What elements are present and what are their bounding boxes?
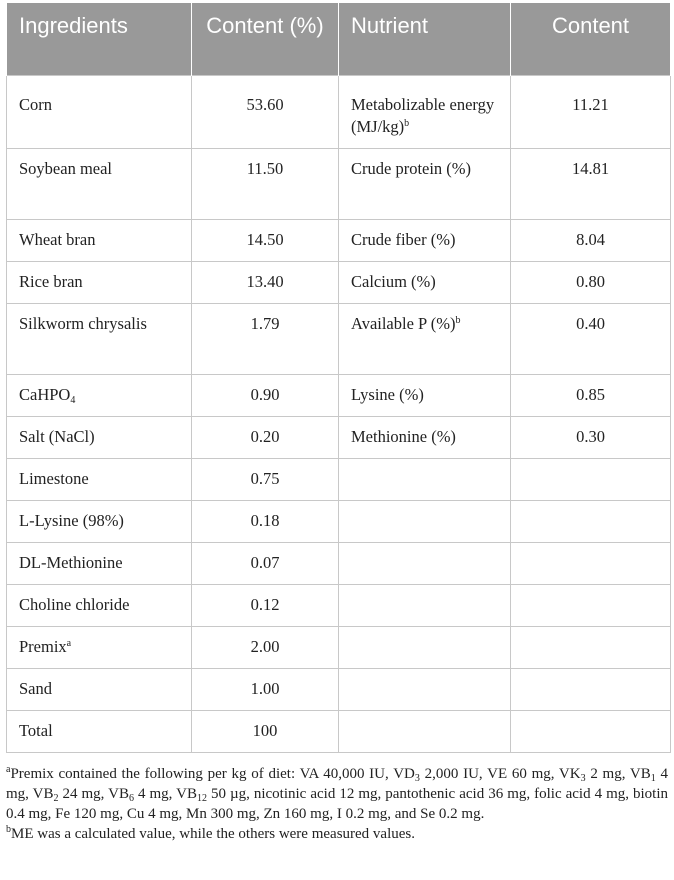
content-cell: 0.12 <box>192 584 339 626</box>
table-row <box>7 626 671 668</box>
table-row <box>7 148 671 219</box>
ingredient-cell: Limestone <box>7 458 192 500</box>
content-cell: 13.40 <box>192 261 339 303</box>
ingredient-cell: Sand <box>7 668 192 710</box>
ingredient-cell: Choline chloride <box>7 584 192 626</box>
nutrient-cell: Available P (%)$^b$ <box>339 303 511 374</box>
nutrient-cell <box>339 542 511 584</box>
table-row <box>7 458 671 500</box>
table-row <box>7 584 671 626</box>
nutrient-cell <box>339 626 511 668</box>
nutrient-cell <box>339 500 511 542</box>
ingredient-cell: Soybean meal <box>7 148 192 219</box>
nutrient-cell <box>339 668 511 710</box>
content-cell: 0.75 <box>192 458 339 500</box>
content-cell: 11.50 <box>192 148 339 219</box>
nutrient-value-cell <box>511 584 671 626</box>
header-content: Content <box>511 3 671 75</box>
nutrient-value-cell <box>511 500 671 542</box>
ingredient-cell: Corn <box>7 75 192 148</box>
nutrient-value-cell: 0.85 <box>511 374 671 416</box>
nutrient-cell: Calcium (%) <box>339 261 511 303</box>
table-row <box>7 374 671 416</box>
content-cell: 14.50 <box>192 219 339 261</box>
table-row <box>7 303 671 374</box>
content-cell: 0.18 <box>192 500 339 542</box>
ingredient-cell: Total <box>7 710 192 752</box>
nutrient-value-cell: 11.21 <box>511 75 671 148</box>
header-ingredients: Ingredients <box>7 3 192 75</box>
nutrient-cell: Methionine (%) <box>339 416 511 458</box>
footnotes <box>6 764 670 844</box>
table-row <box>7 542 671 584</box>
nutrient-cell: Crude protein (%) <box>339 148 511 219</box>
content-cell: 2.00 <box>192 626 339 668</box>
nutrient-cell: Metabolizable energy $(MJ/kg)^b$ <box>339 75 511 148</box>
table-row <box>7 416 671 458</box>
header-nutrient: Nutrient <box>339 3 511 75</box>
nutrient-value-cell <box>511 626 671 668</box>
footnote-a: $^a$Premix contained the following per kg of diet: VA 40,000 IU, $VD_3$ 2,000 IU, VE 60 mg, $VK_3$ 2 mg, $VB_1$ 4 mg, $VB_2$ 24 mg, $VB_6$ 4 mg, $VB_{12}$ 50 µg, nicotinic acid 12 mg, pantothenic acid 36 mg, folic acid 4 mg, biotin 0.4 mg, Fe 120 mg, Cu 4 mg, Mn 300 mg, Zn 160 mg, I 0.2 mg, and Se 0.2 mg. <box>6 763 669 822</box>
table-row <box>7 710 671 752</box>
nutrient-value-cell: 0.80 <box>511 261 671 303</box>
nutrient-value-cell: 0.30 <box>511 416 671 458</box>
header-content-percent: Content (%) <box>192 3 339 75</box>
nutrient-cell <box>339 458 511 500</box>
content-cell: 53.60 <box>192 75 339 148</box>
nutrient-value-cell: 14.81 <box>511 148 671 219</box>
ingredient-cell: L-Lysine (98%) <box>7 500 192 542</box>
table-row <box>7 219 671 261</box>
ingredient-cell: Silkworm chrysalis <box>7 303 192 374</box>
content-cell: 100 <box>192 710 339 752</box>
nutrient-value-cell <box>511 542 671 584</box>
table-container <box>6 3 670 844</box>
nutrient-cell: Lysine (%) <box>339 374 511 416</box>
nutrient-cell <box>339 710 511 752</box>
table-row <box>7 75 671 148</box>
ingredient-cell: CaHPO$_4$ <box>7 374 192 416</box>
content-cell: 1.79 <box>192 303 339 374</box>
ingredient-cell: Premix$^a$ <box>7 626 192 668</box>
content-cell: 0.07 <box>192 542 339 584</box>
ingredient-cell: DL-Methionine <box>7 542 192 584</box>
nutrient-cell <box>339 584 511 626</box>
table-row <box>7 668 671 710</box>
table-row <box>7 500 671 542</box>
nutrient-cell: Crude fiber (%) <box>339 219 511 261</box>
table-row <box>7 261 671 303</box>
content-cell: 1.00 <box>192 668 339 710</box>
ingredient-cell: Salt (NaCl) <box>7 416 192 458</box>
ingredient-cell: Wheat bran <box>7 219 192 261</box>
nutrient-value-cell: 8.04 <box>511 219 671 261</box>
content-cell: 0.20 <box>192 416 339 458</box>
ingredient-cell: Rice bran <box>7 261 192 303</box>
header-row <box>7 3 671 75</box>
content-cell: 0.90 <box>192 374 339 416</box>
nutrient-value-cell <box>511 458 671 500</box>
footnote-b: $^b$ME was a calculated value, while the others were measured values. <box>6 823 416 842</box>
nutrient-value-cell <box>511 710 671 752</box>
diet-composition-table <box>6 3 671 753</box>
nutrient-value-cell <box>511 668 671 710</box>
nutrient-value-cell: 0.40 <box>511 303 671 374</box>
